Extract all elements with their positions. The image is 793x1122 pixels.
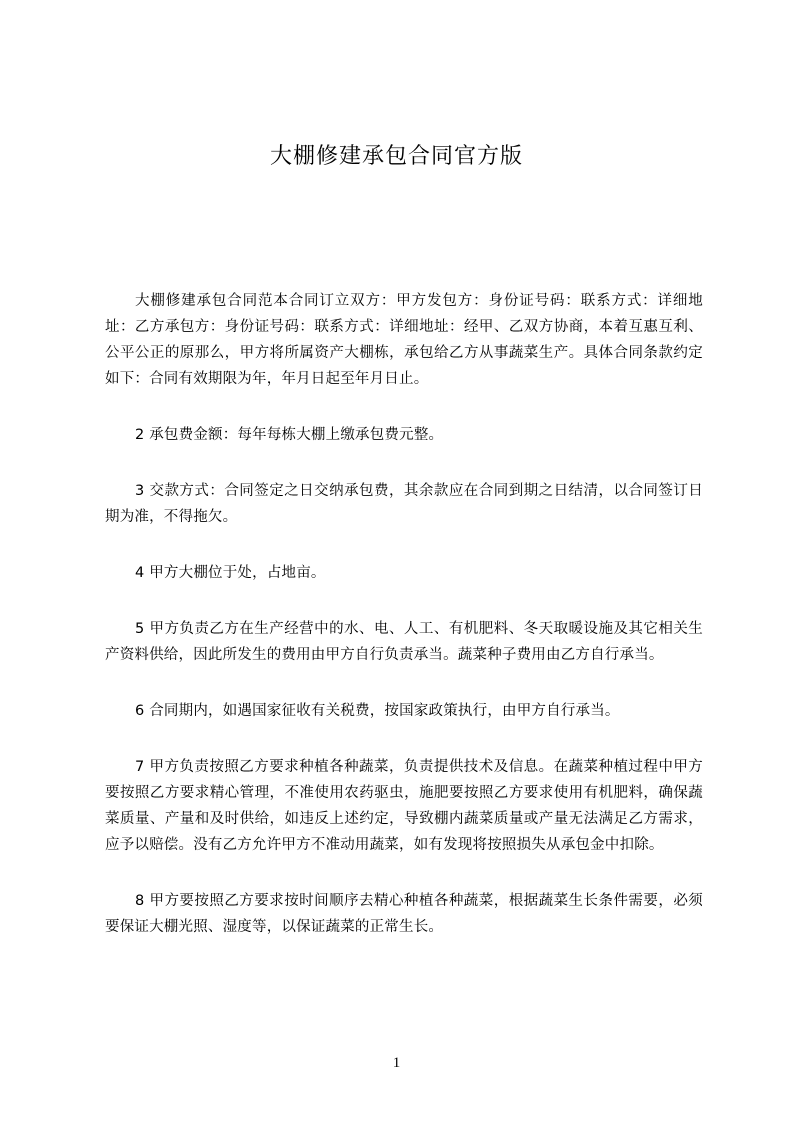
- paragraph-clause-7: 7 甲方负责按照乙方要求种植各种蔬菜，负责提供技术及信息。在蔬菜种植过程中甲方要按照乙方要求精心管理，不准使用农药驱虫，施肥要按照乙方要求使用有机肥料，确保蔬菜质量、产量和及时供给，如违反上述约定，导致棚内蔬菜质量或产量无法满足乙方需求，应予以赔偿。没有乙方允许甲方不准动用蔬菜，如有发现将按照损失从承包金中扣除。: [105, 759, 703, 853]
- paragraph-clause-5: 5 甲方负责乙方在生产经营中的水、电、人工、有机肥料、冬天取暖设施及其它相关生产资料供给，因此所发生的费用由甲方自行负责承当。蔬菜种子费用由乙方自行承当。: [105, 621, 703, 663]
- page-number: 1: [392, 1055, 401, 1071]
- paragraph-clause-2: 2 承包费金额：每年每栋大棚上缴承包费元整。: [135, 427, 444, 443]
- paragraph-clause-6: 6 合同期内，如遇国家征收有关税费，按国家政策执行，由甲方自行承当。: [135, 703, 620, 719]
- paragraph-clause-4: 4 甲方大棚位于处，占地亩。: [135, 565, 326, 581]
- document-body: [105, 288, 703, 970]
- paragraph-intro: 大棚修建承包合同范本合同订立双方：甲方发包方：身份证号码：联系方式：详细地址：乙方承包方：身份证号码：联系方式：详细地址：经甲、乙双方协商，本着互惠互利、公平公正的原那么，甲方将所属资产大棚栋，承包给乙方从事蔬菜生产。具体合同条款约定如下：合同有效期限为年，年月日起至年月日止。: [105, 293, 703, 387]
- paragraph-clause-8: 8 甲方要按照乙方要求按时间顺序去精心种植各种蔬菜，根据蔬菜生长条件需要，必须要保证大棚光照、湿度等，以保证蔬菜的正常生长。: [105, 893, 703, 935]
- document-title: 大棚修建承包合同官方版: [269, 144, 523, 169]
- paragraph-clause-3: 3 交款方式：合同签定之日交纳承包费，其余款应在合同到期之日结清，以合同签订日期为准，不得拖欠。: [105, 483, 703, 525]
